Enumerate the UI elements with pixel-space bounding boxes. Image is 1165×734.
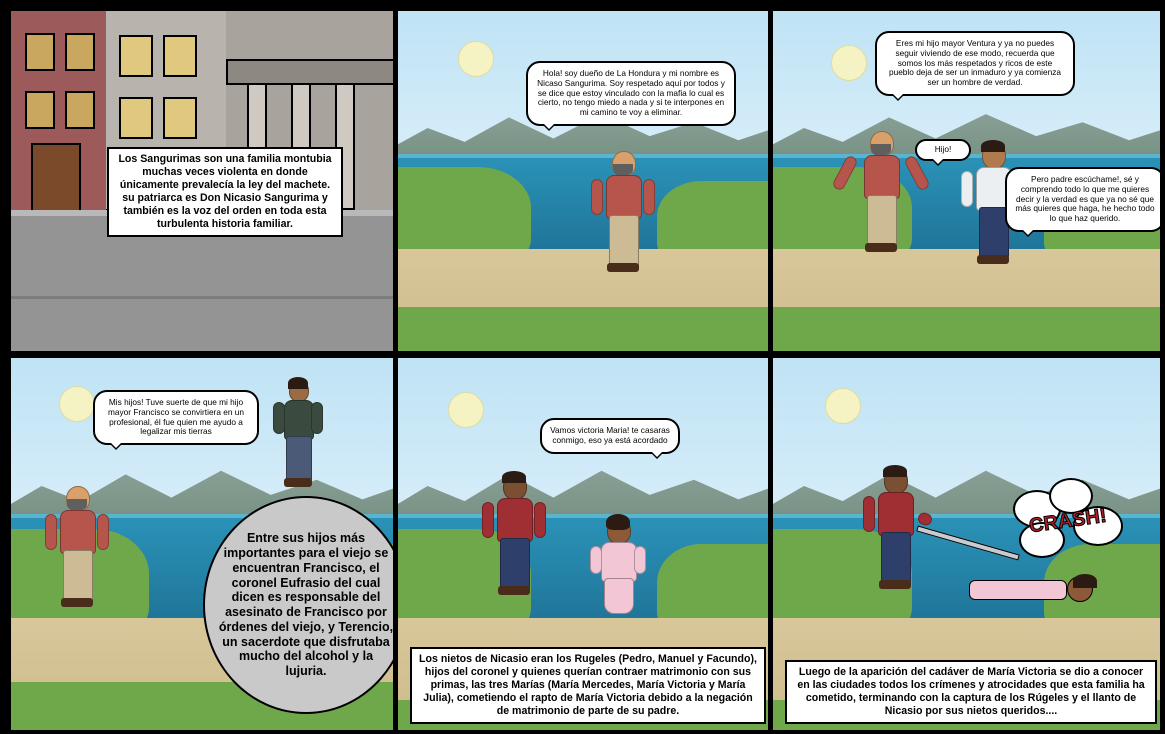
character-rugel (484, 474, 544, 599)
window-grey-1 (119, 35, 153, 77)
tree-icon (329, 368, 389, 492)
sun-icon (448, 392, 484, 428)
sun-icon (825, 388, 861, 424)
shoes (607, 263, 639, 272)
father-speech: Eres mi hijo mayor Ventura y ya no puedes seguir viviendo de ese modo, recuerda que somos los más respetados y ricos de este pueblo deja de ser un inmaduro y ya comienza ser un hombre de verdad. (875, 31, 1075, 96)
arm-left (590, 546, 602, 574)
character-francisco (273, 380, 323, 490)
arm-left (961, 171, 973, 207)
character-nicasio (593, 151, 653, 276)
window-grey-2 (163, 35, 197, 77)
tree-icon (1093, 25, 1155, 151)
hair (502, 471, 526, 483)
shoes (284, 478, 312, 487)
panel-1-narration: Los Sangurimas son una familia montubia muchas veces violenta en donde únicamente prevalecía la ley del machete. su patriarca es Don Nicasio Sangurima y también es la voz del orden en toda esta turbulenta historia familiar. (107, 147, 343, 237)
body-hair (1073, 574, 1097, 588)
sun-icon (831, 45, 867, 81)
tree-icon (11, 380, 65, 488)
hijo-callout: Hijo! (915, 139, 971, 161)
crash-effect-text: CRASH! (1027, 504, 1108, 538)
hair (288, 377, 308, 389)
panel-6 (770, 355, 1163, 733)
nicasio-speech-2: Mis hijos! Tuve suerte de que mi hijo mayor Francisco se convirtiera en un profesional, él fue quien me ayudo a legalizar mis tierras (93, 390, 259, 445)
torso (497, 498, 533, 542)
panel-5-narration: Los nietos de Nicasio eran los Rugeles (Pedro, Manuel y Facundo), hijos del coronel y quienes querían contraer matrimonio con sus primas, las tres Marías (María Mercedes, María Victoria y María Julia), cometiendo el rapto de María Victoria debido a la negación de matrimonio de parte de su padre. (410, 647, 766, 724)
character-maria-victoria (590, 518, 646, 618)
body-dress (969, 580, 1067, 600)
tree-icon (398, 378, 450, 484)
character-nicasio (851, 131, 911, 256)
tree-icon (408, 29, 468, 149)
arm-right (643, 179, 655, 215)
arm-right (97, 514, 109, 550)
window-red-3 (25, 91, 55, 129)
grass-bottom (773, 307, 1160, 351)
hair (981, 140, 1005, 152)
roof-right (226, 59, 396, 85)
legs (63, 550, 93, 602)
torso (878, 492, 914, 536)
nicasio-speech: Hola! soy dueño de La Hondura y mi nombre es Nicaso Sangurima. Soy respetado aquí por todos y se dice que estoy vinculado con la mafia lo cual es cierto, no tengo miedo a nada y si te interpones en mi camino te voy a eliminar. (526, 61, 736, 126)
character-nicasio (47, 486, 107, 611)
legs (286, 436, 312, 482)
shoes (865, 243, 897, 252)
torso (606, 175, 642, 219)
tree-icon (777, 37, 833, 147)
panel-4 (8, 355, 396, 733)
arm-left (273, 402, 285, 434)
door-red (31, 143, 81, 217)
arm-left (591, 179, 603, 215)
window-grey-3 (119, 97, 153, 139)
character-body-maria-victoria (969, 576, 1099, 602)
torso (864, 155, 900, 199)
window-red-4 (65, 91, 95, 129)
panel-2 (395, 8, 771, 354)
legs-kneeling (604, 578, 634, 614)
tree-icon (708, 366, 766, 486)
rugel-speech: Vamos victoria Maria! te casaras conmigo, eso ya está acordado (540, 418, 680, 454)
window-red-1 (25, 33, 55, 71)
shoes (498, 586, 530, 595)
grass-bottom (398, 307, 768, 351)
arm-left (863, 496, 875, 532)
tree-icon (773, 376, 827, 484)
tree-icon (1099, 366, 1157, 486)
hair (606, 514, 630, 530)
arm-right (534, 502, 546, 538)
arm-left (45, 514, 57, 550)
panel-5 (395, 355, 771, 733)
shoes (977, 255, 1009, 264)
legs (609, 215, 639, 267)
window-grey-4 (163, 97, 197, 139)
legs (881, 532, 911, 584)
shoes (879, 580, 911, 589)
waterline (398, 514, 768, 518)
hair (883, 465, 907, 477)
torso (284, 400, 314, 440)
panel-3 (770, 8, 1163, 354)
panel-1 (8, 8, 396, 354)
torso (60, 510, 96, 554)
legs (500, 538, 530, 590)
legs (867, 195, 897, 247)
window-red-2 (65, 33, 95, 71)
narration-thought-bubble: Entre sus hijos más importantes para el viejo se encuentran Francisco, el coronel Eufrasio del cual dicen es responsable del asesinato de Francisco por órdenes del viejo, y Terencio, un sacerdote que disfrutaba mucho del alcohol y la lujuria. (203, 496, 396, 714)
road-line (11, 296, 393, 299)
shoes (61, 598, 93, 607)
torso (601, 542, 637, 582)
panel-6-narration: Luego de la aparición del cadáver de María Victoria se dio a conocer en las ciudades todos los crímenes y atrocidades que esta familia ha cometido, terminando con la captura de los Rúgeles y el llanto de Nicasio por sus nietos queridos.... (785, 660, 1157, 724)
waterline (398, 154, 768, 158)
arm-right (311, 402, 323, 434)
son-speech: Pero padre escúchame!, sé y comprendo todo lo que me quieres decir y la verdad es que ya no sé que más quieres que haga, he hecho todo lo que haz querido. (1005, 167, 1163, 232)
arm-left (482, 502, 494, 538)
arm-right (634, 546, 646, 574)
